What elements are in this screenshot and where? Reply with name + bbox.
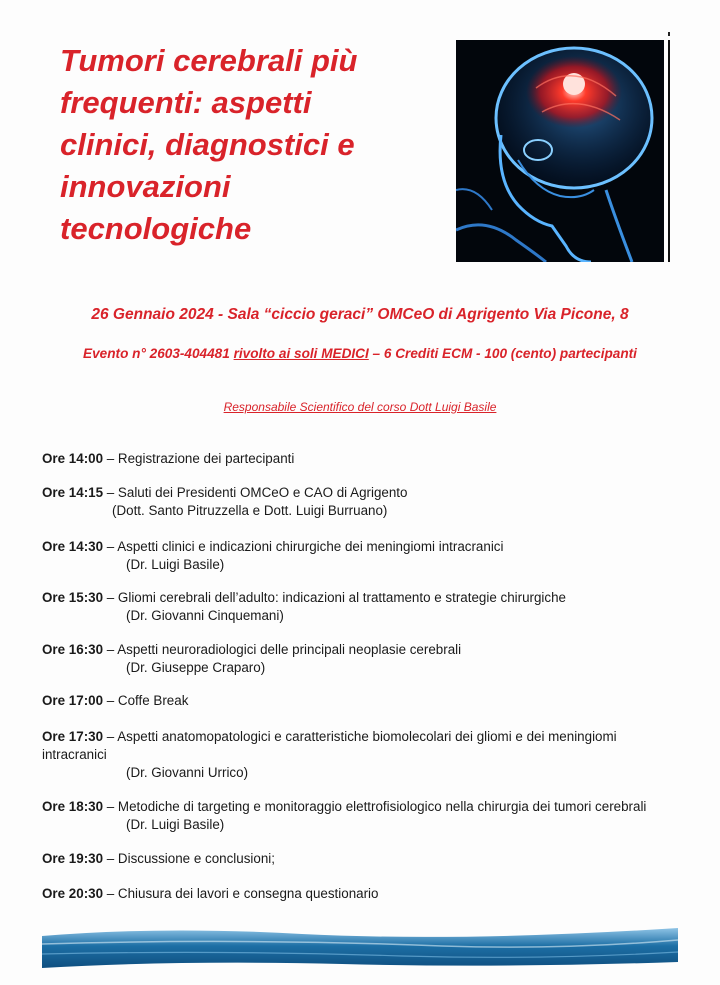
agenda-text: – Registrazione dei partecipanti bbox=[103, 451, 295, 466]
agenda-time: Ore 14:00 bbox=[42, 451, 104, 466]
agenda-time: Ore 17:30 bbox=[42, 729, 104, 744]
title-line: frequenti: aspetti bbox=[60, 85, 312, 120]
ecm-credits: – 6 Crediti ECM - 100 (cento) partecipanti bbox=[368, 346, 637, 361]
brain-xray-illustration bbox=[456, 40, 664, 262]
agenda-text: – Aspetti clinici e indicazioni chirurgiche dei meningiomi intracranici bbox=[103, 539, 504, 554]
agenda-time: Ore 20:30 bbox=[42, 886, 104, 901]
brain-xray-image bbox=[456, 40, 664, 262]
agenda-speaker: (Dr. Giuseppe Craparo) bbox=[126, 660, 266, 675]
agenda-time: Ore 15:30 bbox=[42, 590, 104, 605]
agenda-text: – Aspetti neuroradiologici delle principali neoplasie cerebrali bbox=[103, 642, 462, 657]
agenda-item bbox=[42, 538, 682, 574]
agenda-speaker: (Dott. Santo Pitruzzella e Dott. Luigi Burruano) bbox=[112, 503, 388, 518]
agenda-time: Ore 16:30 bbox=[42, 642, 104, 657]
agenda-item bbox=[42, 450, 682, 468]
agenda-speaker: (Dr. Luigi Basile) bbox=[126, 557, 225, 572]
agenda-time: Ore 14:30 bbox=[42, 539, 104, 554]
title-line: Tumori cerebrali più bbox=[60, 43, 358, 78]
agenda-item bbox=[42, 798, 682, 834]
agenda-text: – Metodiche di targeting e monitoraggio elettrofisiologico nella chirurgia dei tumori cerebrali bbox=[103, 799, 647, 814]
agenda-item bbox=[42, 589, 682, 625]
agenda-time: Ore 14:15 bbox=[42, 485, 104, 500]
event-title bbox=[60, 40, 440, 250]
agenda-item bbox=[42, 885, 682, 903]
agenda-speaker: (Dr. Luigi Basile) bbox=[126, 817, 225, 832]
title-line: innovazioni bbox=[60, 169, 231, 204]
agenda-item bbox=[42, 850, 682, 868]
agenda-time: Ore 19:30 bbox=[42, 851, 104, 866]
agenda-item bbox=[42, 692, 682, 710]
blue-brushstroke-decoration bbox=[42, 922, 678, 970]
agenda-time: Ore 18:30 bbox=[42, 799, 104, 814]
agenda-text: – Discussione e conclusioni; bbox=[103, 851, 275, 866]
edge-mark bbox=[668, 32, 670, 36]
scientific-responsible: Responsabile Scientifico del corso Dott Luigi Basile bbox=[223, 400, 497, 414]
ecm-event-number: Evento n° 2603-404481 bbox=[83, 346, 234, 361]
agenda-text: – Saluti dei Presidenti OMCeO e CAO di Agrigento bbox=[103, 485, 408, 500]
agenda-item bbox=[42, 484, 682, 520]
agenda-time: Ore 17:00 bbox=[42, 693, 104, 708]
agenda-text: – Chiusura dei lavori e consegna questionario bbox=[103, 886, 379, 901]
agenda-speaker: (Dr. Giovanni Cinquemani) bbox=[126, 608, 284, 623]
ecm-audience: rivolto ai soli MEDICI bbox=[233, 346, 369, 361]
agenda-text: – Gliomi cerebrali dell’adulto: indicazioni al trattamento e strategie chirurgiche bbox=[103, 590, 566, 605]
agenda-text: – Aspetti anatomopatologici e caratteristiche biomolecolari dei gliomi e dei meningiomi intracranici bbox=[42, 729, 617, 762]
event-ecm-info bbox=[0, 346, 720, 361]
event-date-venue: 26 Gennaio 2024 - Sala “ciccio geraci” OMCeO di Agrigento Via Picone, 8 bbox=[91, 306, 629, 323]
agenda-text: – Coffe Break bbox=[103, 693, 189, 708]
agenda-item bbox=[42, 641, 682, 677]
vertical-rule bbox=[668, 40, 670, 262]
agenda-item bbox=[42, 728, 682, 782]
title-line: clinici, diagnostici e bbox=[60, 127, 355, 162]
title-line: tecnologiche bbox=[60, 211, 252, 246]
agenda-speaker: (Dr. Giovanni Urrico) bbox=[126, 765, 249, 780]
